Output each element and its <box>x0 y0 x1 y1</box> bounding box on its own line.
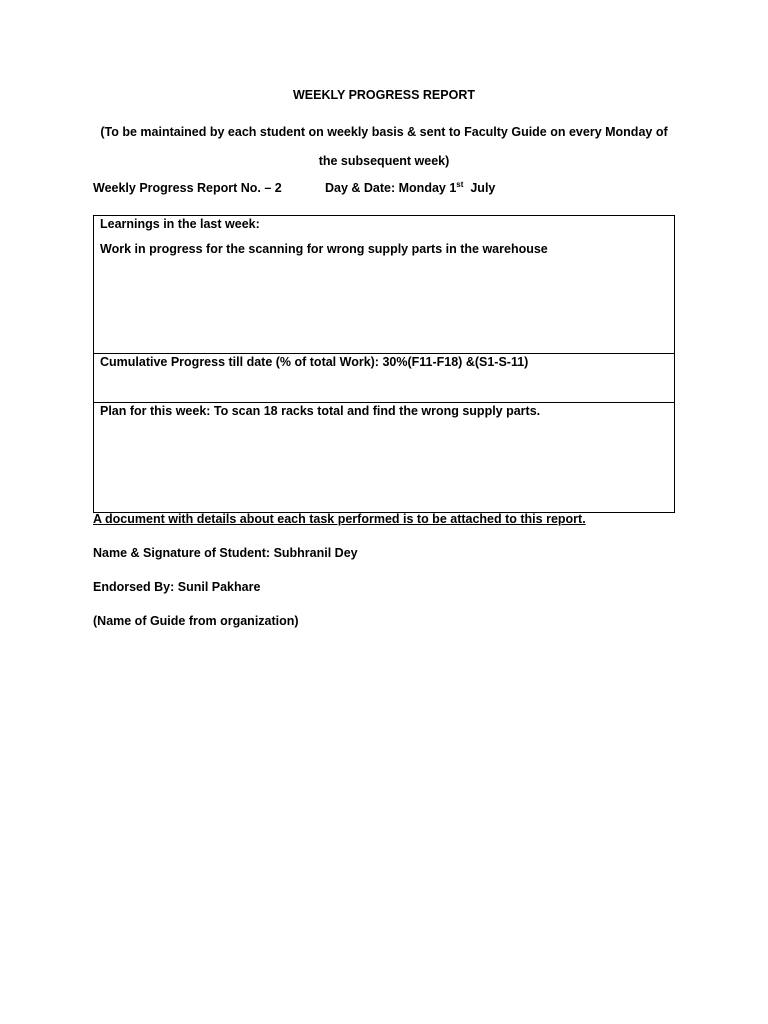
guide-note: (Name of Guide from organization) <box>93 614 299 628</box>
report-title: WEEKLY PROGRESS REPORT <box>293 88 475 102</box>
report-date-month: July <box>463 181 496 195</box>
learnings-label: Learnings in the last week: <box>100 217 260 231</box>
attachment-note: A document with details about each task performed is to be attached to this report. <box>93 512 586 526</box>
report-date-ordinal: st <box>456 180 464 189</box>
progress-table <box>93 215 675 513</box>
report-subtitle: (To be maintained by each student on weekly basis & sent to Faculty Guide on every Monday of the subsequent week) <box>100 125 668 168</box>
plan-text: Plan for this week: To scan 18 racks total and find the wrong supply parts. <box>100 404 541 418</box>
cumulative-progress-cell <box>94 354 674 403</box>
report-number: Weekly Progress Report No. – 2 <box>93 181 282 195</box>
learnings-text: Work in progress for the scanning for wrong supply parts in the warehouse <box>100 242 548 256</box>
student-signature-line: Name & Signature of Student: Subhranil Dey <box>93 546 358 560</box>
report-date <box>325 181 495 195</box>
endorsed-by-line: Endorsed By: Sunil Pakhare <box>93 580 261 594</box>
learnings-cell <box>94 216 674 354</box>
plan-cell <box>94 403 674 512</box>
report-date-prefix: Day & Date: Monday 1 <box>325 181 457 195</box>
cumulative-progress-text: Cumulative Progress till date (% of total Work): 30%(F11-F18) &(S1-S-11) <box>100 355 529 369</box>
